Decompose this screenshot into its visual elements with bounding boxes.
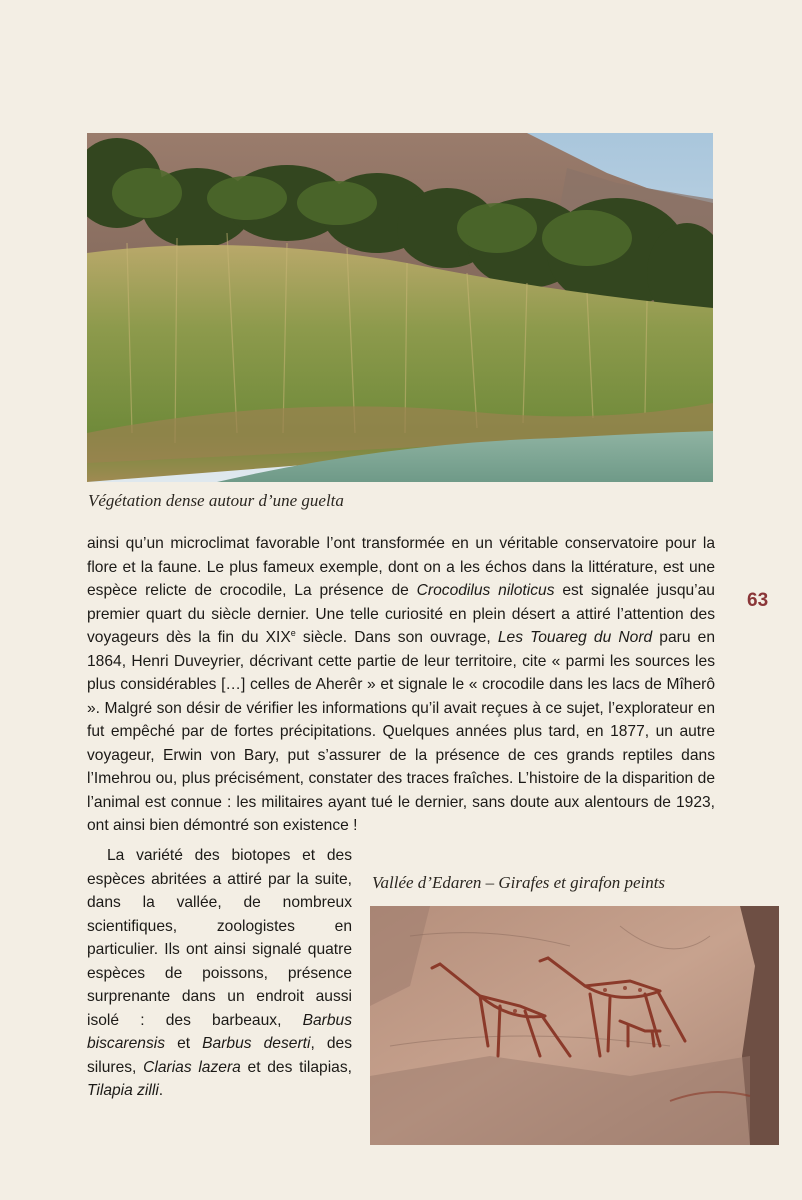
page-number: 63 [747,590,769,611]
side-paragraph: La variété des biotopes et des espèces abritées a attiré par la suite, dans la vallée, de nombreux scientifiques, zoologistes en particulier. Ils ont ainsi signalé quatre espèces de poissons, présence surprenante dans un endroit aussi isolé : des barbeaux, Barbus biscarensis et Barbus deserti, des silures, Clarias lazera et des tilapias, Tilapia zilli. [87,847,353,1099]
guelta-vegetation-photo [87,133,713,482]
photo-caption-guelta: Végétation dense autour d’une guelta [88,491,344,510]
main-paragraph: ainsi qu’un microclimat favorable l’ont transformée en un véritable conservatoire pour la flore et la faune. Le plus fameux exemple, dont on a les échos dans la littérature, est une espèce relicte de crocodile, La présence de Crocodilus niloticus est signalée jusqu’au premier quart du siècle dernier. Une telle curiosité en plein désert a attiré l’attention des voyageurs dès la fin du XIXe siècle. Dans son ouvrage, Les Touareg du Nord paru en 1864, Henri Duveyrier, décrivant cette partie de leur territoire, cite « parmi les sources les plus considérables […] celles de Aherêr » et signale le « crocodile dans les lacs de Mîherô ». Malgré son désir de vérifier les informations qu’il avait reçues à ce sujet, l’explorateur en fut empêché par de fortes précipitations. Quelques années plus tard, en 1877, un autre voyageur, Erwin von Bary, put s’assurer de la présence de ces grands reptiles dans l’Imehrou ou, plus précisément, constater des traces fraîches. L’histoire de la disparition de l’animal est connue : les militaires ayant tué le dernier, sans doute aux alentours de 1923, ont ainsi bien démontré son existence ! [87,535,715,834]
giraffe-rock-painting-photo [370,906,779,1145]
photo-caption-giraffes: Vallée d’Edaren – Girafes et girafon peints [372,873,666,892]
